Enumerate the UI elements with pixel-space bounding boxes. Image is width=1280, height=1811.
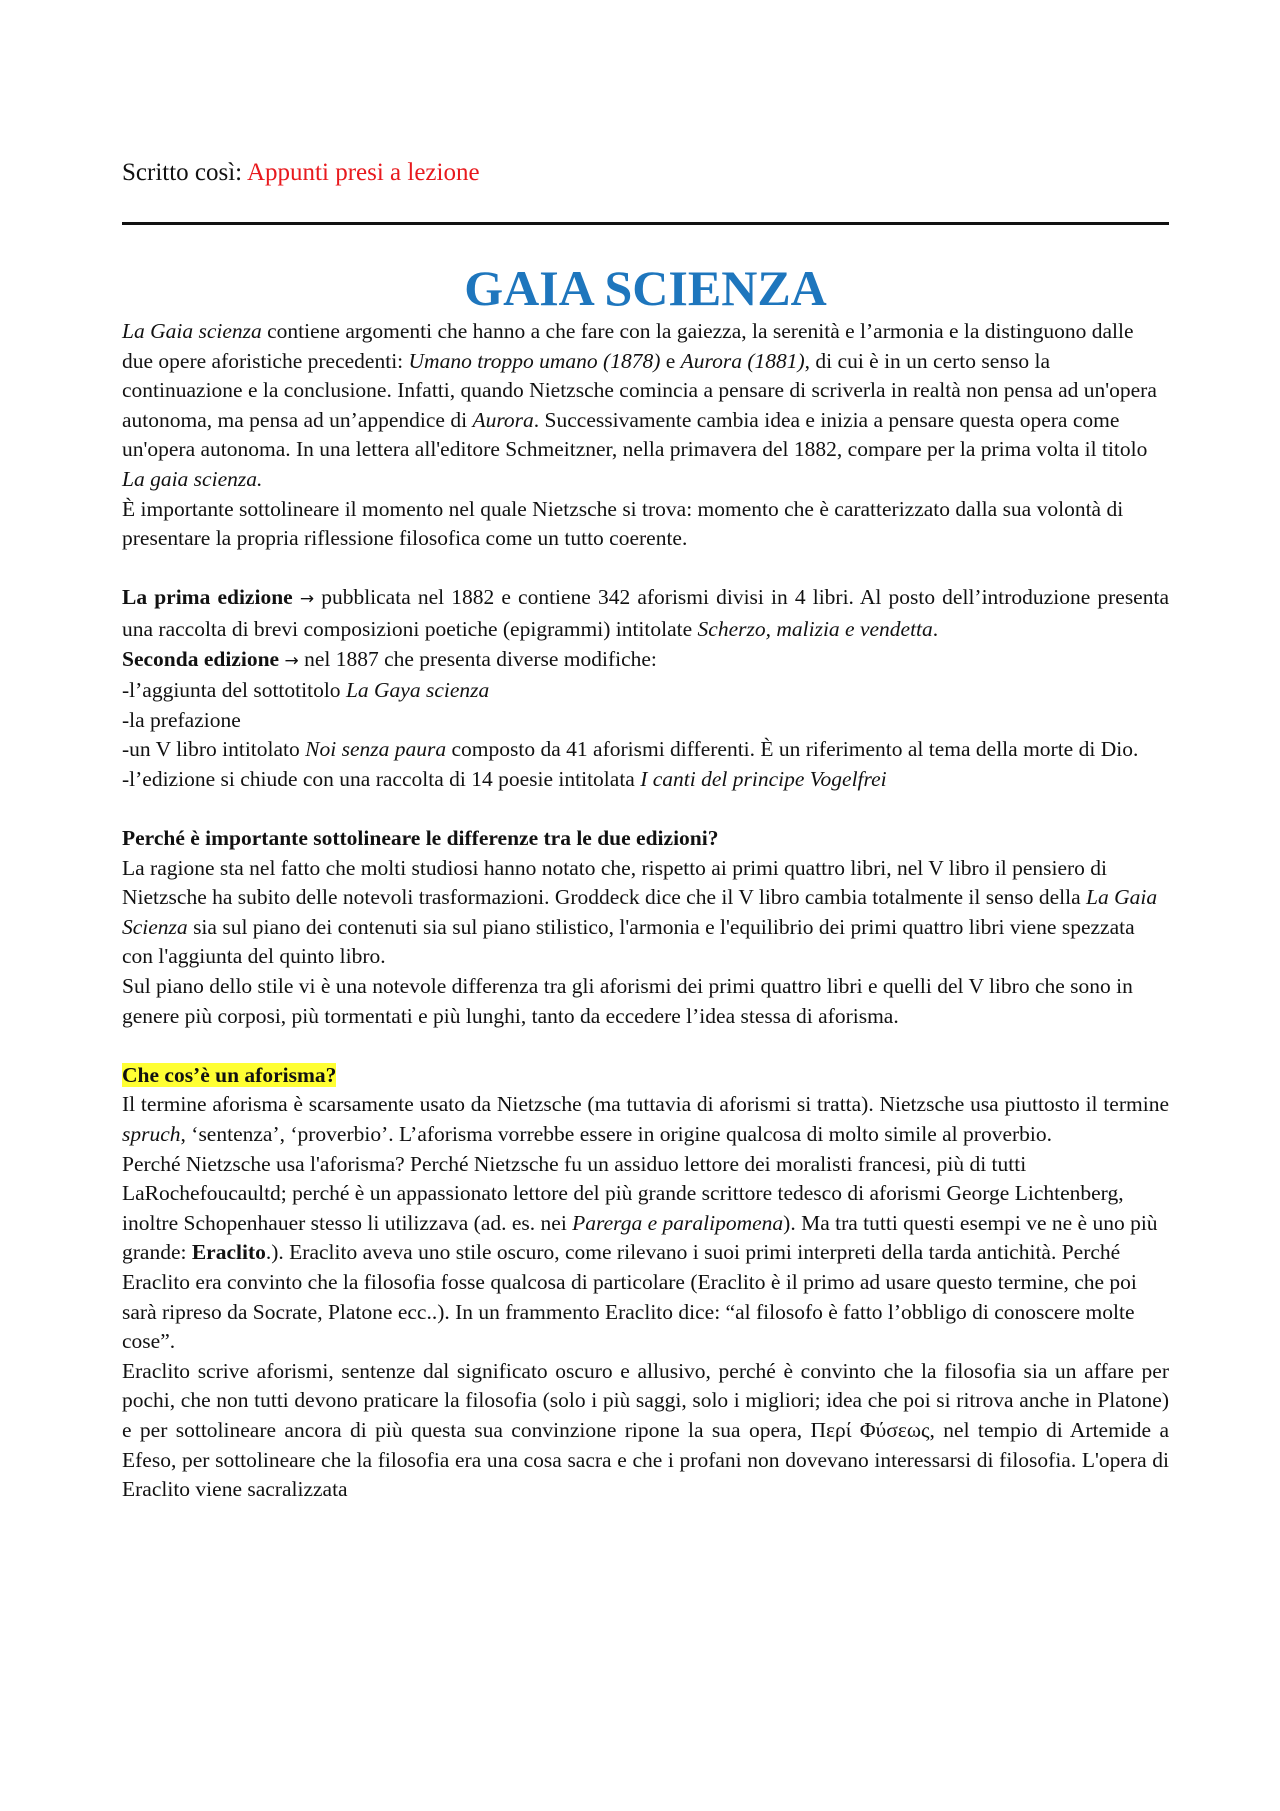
arrow-right-icon: → [299, 589, 315, 610]
header-prefix: Scritto così: [122, 159, 247, 186]
aphorism-paragraph-3: Eraclito scrive aforismi, sentenze dal significato oscuro e allusivo, perché è convinto che la filosofia sia un affare per pochi, che non tutti devono praticare la filosofia (solo i più saggi, solo i migliori; idea che poi si ritrova anche in Platone) e per sottolineare ancora di più questa sua convinzione ripone la sua opera, Περί Φύσεως, nel tempio di Artemide a Efeso, per sottolineare che la filosofia era una cosa sacra e che i profani non dovevano interessarsi di filosofia. L'opera di Eraclito viene sacralizzata [122, 1358, 1169, 1502]
document-body [122, 317, 1169, 1505]
intro-paragraph [122, 317, 1169, 495]
intro-title-italic: La Gaia scienza [122, 319, 262, 343]
differences-heading-text: Perché è importante sottolineare le differenze tra le due edizioni? [122, 826, 719, 851]
list-item [122, 676, 1169, 706]
first-edition-end: . [932, 616, 939, 641]
aphorism-paragraph-1 [122, 1090, 1169, 1149]
list-item-text: -l’edizione si chiude con una raccolta di 14 poesie intitolata [122, 766, 641, 791]
spacer [122, 554, 1169, 584]
second-edition-paragraph [122, 645, 1169, 677]
list-item-end: composto da 41 aforismi differenti. È un riferimento al tema della morte di Dio. [446, 737, 1139, 762]
first-edition-text: pubblicata nel 1882 e contiene 342 aforismi divisi in 4 libri. Al posto dell’introduzione presenta una raccolta di brevi composizioni poetiche (epigrammi) intitolate [122, 585, 1169, 641]
first-edition-label: La prima edizione [122, 585, 293, 610]
aphorism-paragraph-2 [122, 1150, 1169, 1357]
differences-text-b: sia sul piano dei contenuti sia sul piano stilistico, l'armonia e l'equilibrio dei primi quattro libri viene spezzata con l'aggiunta del quinto libro. [122, 914, 1135, 969]
list-item-work: I canti del principe Vogelfrei [640, 766, 887, 791]
list-item-text: -l’aggiunta del sottotitolo [122, 678, 346, 703]
intro-work-2: Aurora (1881) [680, 348, 805, 373]
aphorism-text-b: , ‘sentenza’, ‘proverbio’. L’aforisma vorrebbe essere in origine qualcosa di molto simile al proverbio. [180, 1122, 1052, 1147]
list-item-work: Noi senza paura [305, 737, 447, 762]
page-title: GAIA SCIENZA [464, 260, 827, 316]
aphorism-text-a: Il termine aforisma è scarsamente usato da Nietzsche (ma tuttavia di aforismi si tratta). Nietzsche usa piuttosto il termine [122, 1092, 1169, 1117]
intro-and: e [660, 348, 681, 373]
intro-text-1: contiene argomenti che hanno a che fare con la gaiezza, la serenità e l’armonia e la distinguono dalle due opere aforistiche precedenti: [122, 319, 1134, 373]
intro-work-1: Umano troppo umano (1878) [408, 348, 661, 373]
aphorism-p2-text-c: .). Eraclito aveva uno stile oscuro, come rilevano i suoi primi interpreti della tarda antichità. Perché Eraclito era convinto che la filosofia fosse qualcosa di particolare (Eraclito è il primo ad usare questo termine, che poi sarà ripreso da Socrate, Platone ecc..). In un frammento Eraclito dice: “al filosofo è fatto l’obbligo di conoscere molte cose”. [122, 1240, 1137, 1354]
intro-text-3: . Successivamente cambia idea e inizia a pensare questa opera come un'opera autonoma. In una lettera all'editore Schmeitzner, nella primavera del 1882, compare per la prima volta il titolo [122, 407, 1148, 462]
arrow-right-icon: → [284, 650, 299, 671]
aphorism-p2-text-b: ). Ma tra tutti questi esempi ve ne è uno più grande: [122, 1210, 1158, 1265]
intro-paragraph-2: È importante sottolineare il momento nel quale Nietzsche si trova: momento che è caratterizzato dalla sua volontà di presentare la propria riflessione filosofica come un tutto coerente. [122, 496, 1124, 551]
first-edition-work: Scherzo, malizia e vendetta [697, 616, 933, 641]
differences-paragraph-2: Sul piano dello stile vi è una notevole differenza tra gli aforismi dei primi quattro libri e quelli del V libro che sono in genere più corposi, più tormentati e più lunghi, tanto da eccedere l’idea stessa di aforisma. [122, 974, 1133, 1028]
first-edition-paragraph [122, 583, 1169, 644]
list-item [122, 735, 1169, 765]
list-item-text: -un V libro intitolato [122, 737, 306, 762]
aphorism-term: spruch [122, 1122, 181, 1147]
aphorism-heading [122, 1061, 1169, 1091]
intro-title-2: La gaia scienza. [122, 466, 263, 491]
spacer [122, 795, 1169, 825]
differences-text-a: La ragione sta nel fatto che molti studiosi hanno notato che, rispetto ai primi quattro libri, nel V libro il pensiero di Nietzsche ha subito delle notevoli trasformazioni. Groddeck dice che il V libro cambia totalmente il senso della [122, 855, 1108, 910]
aphorism-p2-work: Parerga e paralipomena [572, 1210, 784, 1235]
spacer [122, 1031, 1169, 1061]
intro-work-3: Aurora [472, 407, 534, 432]
horizontal-rule [122, 222, 1169, 225]
header-source: Appunti presi a lezione [247, 159, 480, 186]
second-edition-text: nel 1887 che presenta diverse modifiche: [298, 646, 657, 671]
header-line [122, 158, 480, 188]
differences-heading [122, 824, 1169, 854]
list-item [122, 765, 1169, 795]
aphorism-p2-name: Eraclito [191, 1240, 266, 1265]
differences-work: La Gaia Scienza [122, 885, 1158, 939]
list-item-work: La Gaya scienza [345, 678, 490, 703]
intro-text-2: , di cui è in un certo senso la continuazione e la conclusione. Infatti, quando Nietzsche comincia a pensare di scriverla in realtà non pensa ad un'opera autonoma, ma pensa ad un’appendice di [122, 348, 1157, 432]
second-edition-label: Seconda edizione [122, 646, 280, 671]
aphorism-p2-text-a: Perché Nietzsche usa l'aforisma? Perché Nietzsche fu un assiduo lettore dei moralisti francesi, più di tutti LaRochefoucaultd; perché è un appassionato lettore del più grande scrittore tedesco di aforismi George Lichtenberg, inoltre Schopenhauer stesso li utilizzava (ad. es. nei [122, 1151, 1124, 1235]
aphorism-heading-text: Che cos’è un aforisma? [122, 1062, 337, 1087]
list-item: -la prefazione [122, 707, 241, 732]
differences-paragraph-1 [122, 854, 1169, 972]
